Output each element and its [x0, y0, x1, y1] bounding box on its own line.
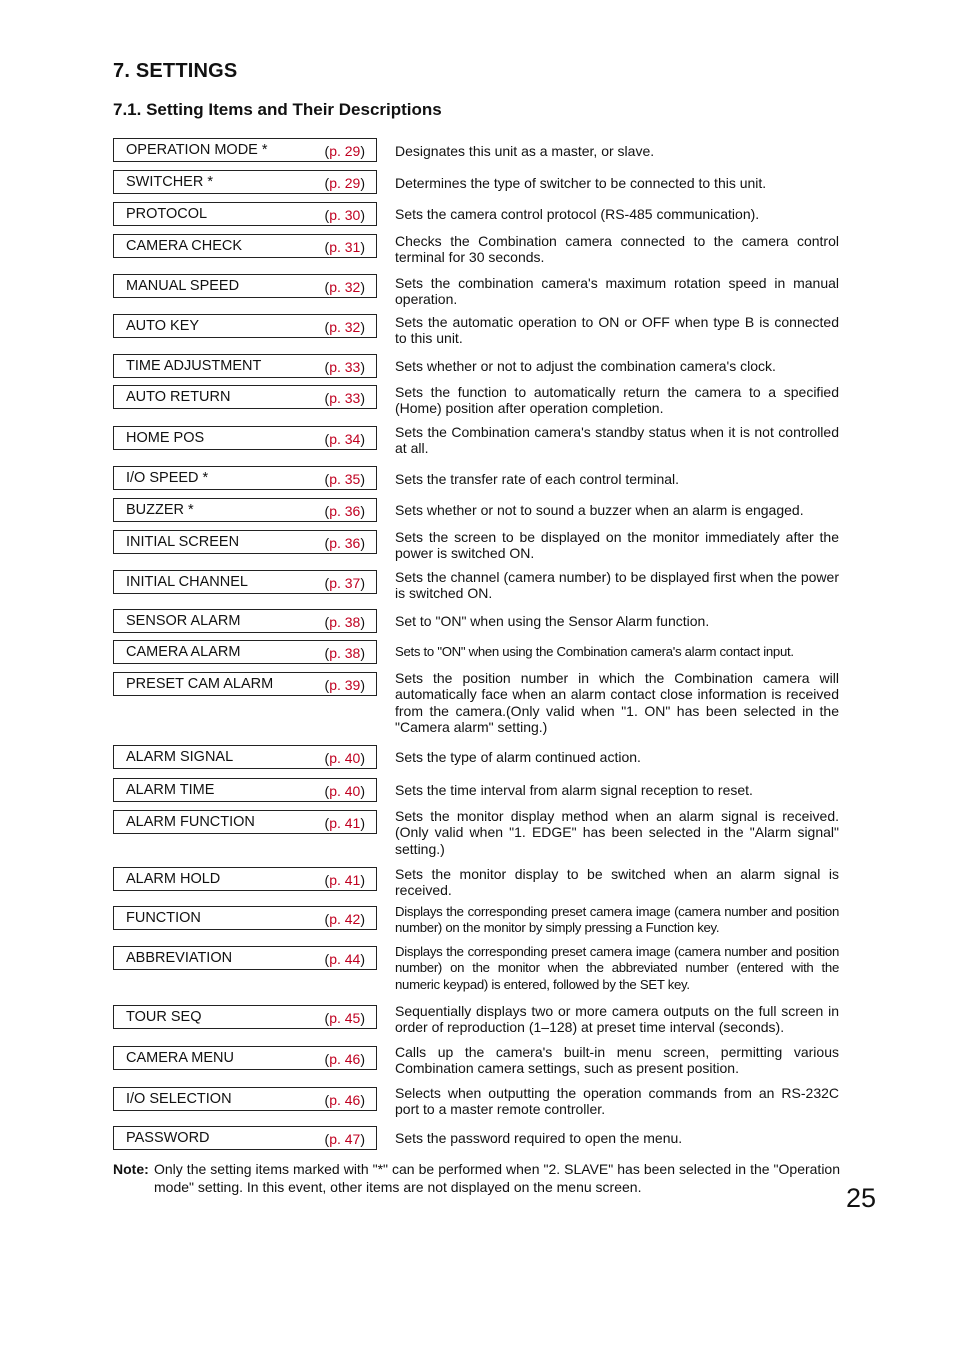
note-label: Note:: [113, 1161, 149, 1177]
setting-item-description: Sets the automatic operation to ON or OFF when type B is connected to this unit.: [395, 314, 839, 347]
page-reference[interactable]: (p. 34): [324, 431, 365, 447]
setting-item-name: BUZZER *: [126, 502, 194, 518]
setting-item-name: ALARM SIGNAL: [126, 749, 234, 765]
setting-item-box: [113, 138, 377, 162]
setting-item-description: Sequentially displays two or more camera outputs on the full screen in order of reproduction (1–128) at preset time interval (seconds).: [395, 1003, 839, 1036]
setting-item-name: MANUAL SPEED: [126, 278, 240, 294]
page-reference[interactable]: (p. 32): [324, 319, 365, 335]
setting-item-box: [113, 385, 377, 409]
setting-item-name: INITIAL SCREEN: [126, 534, 240, 550]
setting-item-box: [113, 498, 377, 522]
page-reference[interactable]: (p. 38): [324, 645, 365, 661]
setting-item-name: OPERATION MODE *: [126, 142, 268, 158]
setting-item-name: PROTOCOL: [126, 206, 208, 222]
setting-item-name: FUNCTION: [126, 910, 201, 926]
setting-item-description: Sets the screen to be displayed on the monitor immediately after the power is switched ON.: [395, 529, 839, 562]
setting-item-name: CAMERA ALARM: [126, 644, 241, 660]
setting-item-name: AUTO KEY: [126, 318, 200, 334]
setting-item-box: [113, 640, 377, 664]
setting-item-box: [113, 946, 377, 970]
setting-item-name: CAMERA CHECK: [126, 238, 243, 254]
page-reference[interactable]: (p. 46): [324, 1051, 365, 1067]
page-reference[interactable]: (p. 46): [324, 1092, 365, 1108]
setting-item-description: Sets the transfer rate of each control terminal.: [395, 471, 680, 487]
setting-item-box: [113, 609, 377, 633]
page-reference[interactable]: (p. 32): [324, 279, 365, 295]
setting-item-name: ALARM TIME: [126, 782, 215, 798]
setting-item-description: Displays the corresponding preset camera image (camera number and position number) on the monitor when the abbreviated number (entered with the numeric keypad) is entered, followed by the SET key.: [395, 944, 839, 992]
setting-item-description: Sets the type of alarm continued action.: [395, 749, 641, 765]
setting-item-box: [113, 274, 377, 298]
setting-item-description: Sets to "ON" when using the Combination camera's alarm contact input.: [395, 644, 794, 659]
setting-item-box: [113, 570, 377, 594]
page-reference[interactable]: (p. 41): [324, 872, 365, 888]
setting-item-description: Sets the camera control protocol (RS-485 communication).: [395, 206, 760, 222]
setting-item-description: Sets the combination camera's maximum rotation speed in manual operation.: [395, 275, 839, 308]
setting-item-description: Sets the password required to open the menu.: [395, 1130, 683, 1146]
page-number: 25: [846, 1183, 877, 1213]
page-reference[interactable]: (p. 36): [324, 503, 365, 519]
setting-item-box: [113, 314, 377, 338]
setting-item-description: Determines the type of switcher to be connected to this unit.: [395, 175, 767, 191]
setting-item-description: Calls up the camera's built-in menu screen, permitting various Combination camera settings, such as present position.: [395, 1044, 839, 1077]
subsection-title: 7.1. Setting Items and Their Descriptions: [113, 100, 442, 119]
page-reference[interactable]: (p. 31): [324, 239, 365, 255]
setting-item-name: INITIAL CHANNEL: [126, 574, 248, 590]
setting-item-description: Sets the monitor display method when an alarm signal is received.(Only valid when "1. EDGE" has been selected in the "Alarm signal" setting.): [395, 808, 839, 857]
setting-item-description: Checks the Combination camera connected to the camera control terminal for 30 seconds.: [395, 233, 839, 266]
setting-item-description: Selects when outputting the operation commands from an RS-232C port to a master remote controller.: [395, 1085, 839, 1118]
setting-item-description: Set to "ON" when using the Sensor Alarm function.: [395, 613, 710, 629]
setting-item-name: I/O SELECTION: [126, 1091, 232, 1107]
setting-item-box: [113, 1087, 377, 1111]
setting-item-name: SENSOR ALARM: [126, 613, 241, 629]
setting-item-description: Sets the time interval from alarm signal reception to reset.: [395, 782, 753, 798]
setting-item-box: [113, 170, 377, 194]
setting-item-box: [113, 1126, 377, 1150]
setting-item-description: Sets whether or not to adjust the combination camera's clock.: [395, 358, 776, 374]
page-reference[interactable]: (p. 40): [324, 750, 365, 766]
page-reference[interactable]: (p. 38): [324, 614, 365, 630]
page-reference[interactable]: (p. 35): [324, 471, 365, 487]
setting-item-name: I/O SPEED *: [126, 470, 209, 486]
setting-item-box: [113, 426, 377, 450]
page-reference[interactable]: (p. 39): [324, 677, 365, 693]
page-reference[interactable]: (p. 41): [324, 815, 365, 831]
setting-item-box: [113, 745, 377, 769]
page-reference[interactable]: (p. 40): [324, 783, 365, 799]
setting-item-box: [113, 906, 377, 930]
setting-item-description: Sets the position number in which the Combination camera will automatically face when an alarm contact close information is received from the camera.(Only valid when "1. ON" has been selected in the "Camera alarm" setting.): [395, 670, 839, 735]
setting-item-name: PASSWORD: [126, 1130, 210, 1146]
page-reference[interactable]: (p. 36): [324, 535, 365, 551]
page-reference[interactable]: (p. 33): [324, 359, 365, 375]
note-text: Only the setting items marked with "*" can be performed when "2. SLAVE" has been selected in the "Operation mode" setting. In this event, other items are not displayed on the menu screen.: [154, 1161, 840, 1195]
setting-item-description: Sets the Combination camera's standby status when it is not controlled at all.: [395, 424, 839, 457]
setting-item-description: Displays the corresponding preset camera image (camera number and position number) on the monitor by simply pressing a Function key.: [395, 904, 839, 936]
setting-item-box: [113, 354, 377, 378]
setting-item-description: Designates this unit as a master, or slave.: [395, 143, 655, 159]
page-reference[interactable]: (p. 44): [324, 951, 365, 967]
setting-item-name: AUTO RETURN: [126, 389, 231, 405]
setting-item-name: PRESET CAM ALARM: [126, 676, 274, 692]
setting-item-box: [113, 466, 377, 490]
setting-item-description: Sets whether or not to sound a buzzer when an alarm is engaged.: [395, 502, 804, 518]
setting-item-box: [113, 810, 377, 834]
setting-item-name: HOME POS: [126, 430, 205, 446]
setting-item-description: Sets the monitor display to be switched when an alarm signal is received.: [395, 866, 839, 899]
setting-item-box: [113, 778, 377, 802]
setting-item-box: [113, 202, 377, 226]
page-reference[interactable]: (p. 42): [324, 911, 365, 927]
setting-item-box: [113, 1005, 377, 1029]
setting-item-box: [113, 672, 377, 696]
setting-item-name: TIME ADJUSTMENT: [126, 358, 262, 374]
page-reference[interactable]: (p. 33): [324, 390, 365, 406]
setting-item-name: ABBREVIATION: [126, 950, 233, 966]
page-reference[interactable]: (p. 47): [324, 1131, 365, 1147]
setting-item-name: SWITCHER *: [126, 174, 213, 190]
setting-item-box: [113, 530, 377, 554]
page-reference[interactable]: (p. 37): [324, 575, 365, 591]
setting-item-name: ALARM FUNCTION: [126, 814, 255, 830]
setting-item-box: [113, 867, 377, 891]
setting-item-description: Sets the channel (camera number) to be displayed first when the power is switched ON.: [395, 569, 839, 602]
setting-item-box: [113, 234, 377, 258]
section-title: 7. SETTINGS: [113, 60, 238, 82]
setting-item-name: TOUR SEQ: [126, 1009, 202, 1025]
setting-item-name: CAMERA MENU: [126, 1050, 234, 1066]
setting-item-name: ALARM HOLD: [126, 871, 221, 887]
page-reference[interactable]: (p. 29): [324, 175, 365, 191]
page-reference[interactable]: (p. 45): [324, 1010, 365, 1026]
page-reference[interactable]: (p. 29): [324, 143, 365, 159]
setting-item-box: [113, 1046, 377, 1070]
setting-item-description: Sets the function to automatically return the camera to a specified (Home) position after operation completion.: [395, 384, 839, 417]
page-reference[interactable]: (p. 30): [324, 207, 365, 223]
